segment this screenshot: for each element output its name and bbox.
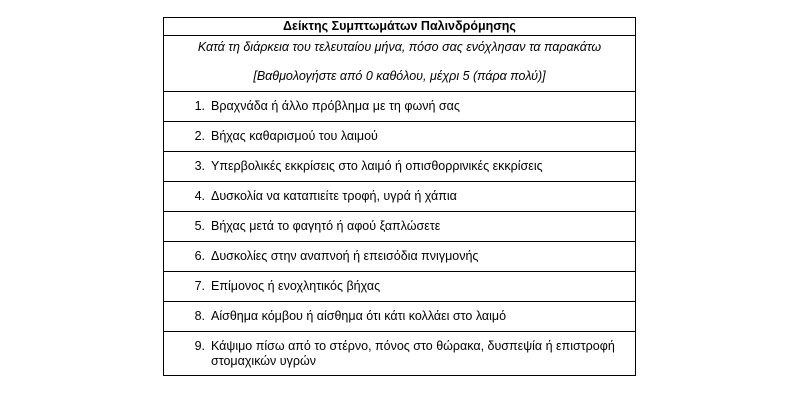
item-number: 6. xyxy=(194,249,205,263)
item-number: 2. xyxy=(194,129,205,143)
item-number: 9. xyxy=(194,339,205,353)
symptom-row xyxy=(164,212,635,242)
item-text: Δυσκολίες στην αναπνοή ή επεισόδια πνιγμονής xyxy=(211,249,479,263)
scale-note: [Βαθμολογήστε από 0 καθόλου, μέχρι 5 (πάρα πολύ)] xyxy=(253,69,546,83)
item-text: Υπερβολικές εκκρίσεις στο λαιμό ή οπισθορρινικές εκκρίσεις xyxy=(211,159,543,173)
symptom-row xyxy=(164,302,635,332)
symptom-row xyxy=(164,122,635,152)
item-number: 5. xyxy=(194,219,205,233)
item-text: Δυσκολία να καταπιείτε τροφή, υγρά ή χάπια xyxy=(211,189,457,203)
questionnaire-table xyxy=(163,17,636,376)
item-number: 7. xyxy=(194,279,205,293)
symptom-row xyxy=(164,272,635,302)
item-number: 1. xyxy=(194,99,205,113)
item-text: Βραχνάδα ή άλλο πρόβλημα με τη φωνή σας xyxy=(211,99,460,113)
item-text: Επίμονος ή ενοχλητικός βήχας xyxy=(211,279,381,293)
instructions-cell xyxy=(164,36,635,92)
symptom-row xyxy=(164,152,635,182)
symptom-row xyxy=(164,92,635,122)
item-number: 4. xyxy=(194,189,205,203)
item-text: Αίσθημα κόμβου ή αίσθημα ότι κάτι κολλάει στο λαιμό xyxy=(211,309,507,323)
item-number: 3. xyxy=(194,159,205,173)
item-text: Βήχας καθαρισμού του λαιμού xyxy=(211,129,378,143)
item-number: 8. xyxy=(194,309,205,323)
symptom-row xyxy=(164,332,635,385)
symptom-row xyxy=(164,182,635,212)
item-text: Κάψιμο πίσω από το στέρνο, πόνος στο θώρακα, δυσπεψία ή επιστροφή στομαχικών υγρών xyxy=(211,339,615,368)
symptom-row xyxy=(164,242,635,272)
instruction-text: Κατά τη διάρκεια του τελευταίου μήνα, πόσο σας ενόχλησαν τα παρακάτω xyxy=(197,40,602,54)
item-text: Βήχας μετά το φαγητό ή αφού ξαπλώσετε xyxy=(211,219,441,233)
questionnaire-title: Δείκτης Συμπτωμάτων Παλινδρόμησης xyxy=(164,18,635,36)
